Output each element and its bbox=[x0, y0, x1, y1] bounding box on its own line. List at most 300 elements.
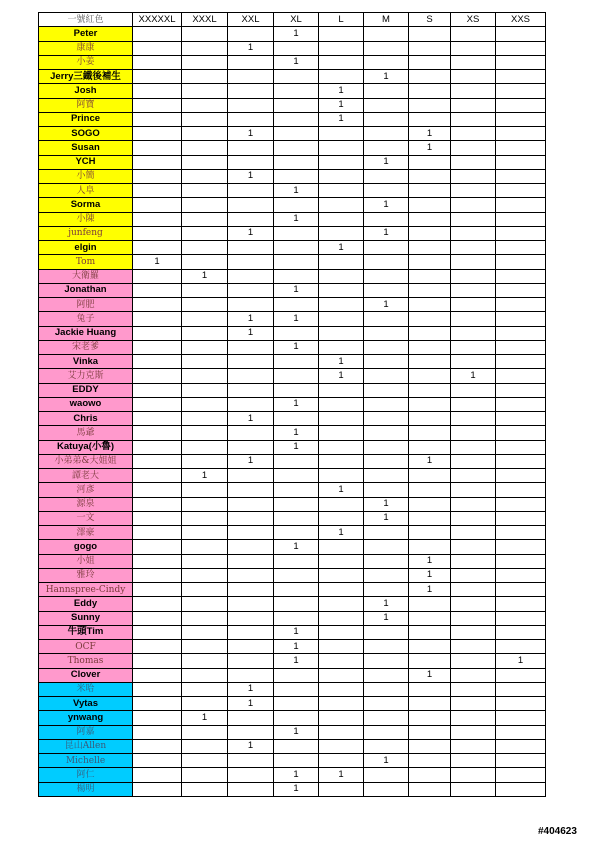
person-name-cell: gogo bbox=[39, 540, 133, 554]
size-count-cell: 1 bbox=[409, 583, 451, 597]
size-count-cell bbox=[496, 184, 546, 198]
size-count-cell bbox=[319, 583, 364, 597]
size-count-cell bbox=[451, 739, 496, 753]
size-count-cell bbox=[451, 554, 496, 568]
size-count-cell: 1 bbox=[274, 782, 319, 796]
table-row bbox=[39, 255, 546, 269]
size-count-cell bbox=[133, 625, 182, 639]
size-count-cell bbox=[451, 312, 496, 326]
size-count-cell bbox=[319, 383, 364, 397]
table-row bbox=[39, 526, 546, 540]
size-count-cell bbox=[496, 668, 546, 682]
size-count-cell bbox=[228, 611, 274, 625]
size-count-cell bbox=[182, 497, 228, 511]
person-name-cell: Sorma bbox=[39, 198, 133, 212]
size-count-cell bbox=[228, 597, 274, 611]
size-count-cell bbox=[133, 41, 182, 55]
size-count-cell bbox=[133, 611, 182, 625]
size-count-cell bbox=[182, 383, 228, 397]
size-count-cell: 1 bbox=[409, 568, 451, 582]
size-count-cell bbox=[319, 668, 364, 682]
size-count-cell bbox=[364, 241, 409, 255]
size-count-cell bbox=[133, 426, 182, 440]
size-count-cell bbox=[451, 226, 496, 240]
size-count-cell bbox=[496, 226, 546, 240]
size-header-xxs: XXS bbox=[496, 13, 546, 27]
size-count-cell bbox=[133, 668, 182, 682]
size-count-cell bbox=[133, 739, 182, 753]
size-count-cell bbox=[319, 397, 364, 411]
table-row bbox=[39, 312, 546, 326]
size-count-cell bbox=[133, 70, 182, 84]
size-count-cell bbox=[496, 540, 546, 554]
size-count-cell bbox=[274, 412, 319, 426]
size-count-cell: 1 bbox=[409, 141, 451, 155]
size-count-cell bbox=[182, 369, 228, 383]
name-column-header: 一號紅色 bbox=[39, 13, 133, 27]
size-count-cell bbox=[364, 469, 409, 483]
size-count-cell bbox=[228, 725, 274, 739]
size-count-cell bbox=[274, 483, 319, 497]
size-count-cell bbox=[274, 454, 319, 468]
size-count-cell bbox=[451, 611, 496, 625]
person-name-cell: waowo bbox=[39, 397, 133, 411]
size-count-cell bbox=[409, 497, 451, 511]
size-count-cell bbox=[228, 84, 274, 98]
size-count-cell bbox=[274, 41, 319, 55]
size-count-cell bbox=[451, 469, 496, 483]
size-count-cell bbox=[496, 483, 546, 497]
size-count-cell bbox=[133, 454, 182, 468]
size-count-cell bbox=[319, 426, 364, 440]
table-row bbox=[39, 625, 546, 639]
size-count-cell bbox=[319, 312, 364, 326]
size-count-cell bbox=[182, 426, 228, 440]
size-count-cell bbox=[319, 654, 364, 668]
size-count-cell bbox=[182, 27, 228, 41]
size-count-cell bbox=[228, 55, 274, 69]
size-count-cell bbox=[364, 283, 409, 297]
size-count-cell: 1 bbox=[274, 340, 319, 354]
size-count-cell bbox=[274, 668, 319, 682]
table-row bbox=[39, 355, 546, 369]
size-count-cell: 1 bbox=[274, 654, 319, 668]
table-row bbox=[39, 340, 546, 354]
size-count-cell bbox=[274, 754, 319, 768]
size-count-cell bbox=[319, 127, 364, 141]
size-count-cell bbox=[228, 241, 274, 255]
table-row bbox=[39, 127, 546, 141]
size-count-cell bbox=[364, 397, 409, 411]
size-count-cell bbox=[133, 682, 182, 696]
person-name-cell: Katuya(小魯) bbox=[39, 440, 133, 454]
person-name-cell: 澤豪 bbox=[39, 526, 133, 540]
size-count-cell bbox=[496, 711, 546, 725]
size-count-cell bbox=[319, 697, 364, 711]
person-name-cell: Vytas bbox=[39, 697, 133, 711]
person-name-cell: 阿仁 bbox=[39, 768, 133, 782]
size-count-cell bbox=[182, 212, 228, 226]
size-count-cell bbox=[364, 526, 409, 540]
size-count-cell bbox=[409, 41, 451, 55]
size-count-cell bbox=[496, 640, 546, 654]
table-row bbox=[39, 725, 546, 739]
person-name-cell: 小簡 bbox=[39, 169, 133, 183]
size-count-cell bbox=[451, 84, 496, 98]
size-count-cell bbox=[182, 540, 228, 554]
size-count-cell bbox=[409, 469, 451, 483]
person-name-cell: Hannspree-Cindy bbox=[39, 583, 133, 597]
size-count-cell bbox=[409, 198, 451, 212]
person-name-cell: 康康 bbox=[39, 41, 133, 55]
size-count-cell bbox=[182, 312, 228, 326]
size-count-cell bbox=[182, 697, 228, 711]
size-count-cell: 1 bbox=[228, 697, 274, 711]
size-count-cell bbox=[182, 611, 228, 625]
size-count-cell bbox=[364, 255, 409, 269]
table-row bbox=[39, 568, 546, 582]
size-count-cell bbox=[182, 241, 228, 255]
size-count-cell: 1 bbox=[319, 355, 364, 369]
size-count-cell bbox=[409, 70, 451, 84]
table-row bbox=[39, 184, 546, 198]
size-count-cell bbox=[274, 554, 319, 568]
size-count-cell bbox=[496, 340, 546, 354]
size-count-cell bbox=[319, 568, 364, 582]
size-count-cell bbox=[496, 255, 546, 269]
size-count-cell bbox=[451, 141, 496, 155]
size-count-cell bbox=[319, 782, 364, 796]
size-count-cell: 1 bbox=[274, 725, 319, 739]
person-name-cell: Jonathan bbox=[39, 283, 133, 297]
size-count-cell bbox=[182, 41, 228, 55]
size-count-cell bbox=[364, 554, 409, 568]
size-count-cell bbox=[228, 768, 274, 782]
size-count-cell bbox=[182, 654, 228, 668]
size-count-cell bbox=[182, 725, 228, 739]
header-row bbox=[39, 13, 546, 27]
person-name-cell: Tom bbox=[39, 255, 133, 269]
size-count-cell bbox=[319, 55, 364, 69]
size-count-cell bbox=[409, 312, 451, 326]
size-count-cell bbox=[319, 625, 364, 639]
size-count-cell bbox=[364, 697, 409, 711]
size-count-cell bbox=[496, 70, 546, 84]
size-count-cell bbox=[228, 155, 274, 169]
size-count-cell bbox=[451, 625, 496, 639]
size-count-cell bbox=[451, 198, 496, 212]
size-count-cell bbox=[274, 326, 319, 340]
size-count-cell bbox=[496, 355, 546, 369]
size-count-cell bbox=[364, 269, 409, 283]
size-count-cell: 1 bbox=[228, 41, 274, 55]
size-count-cell bbox=[133, 640, 182, 654]
size-count-cell bbox=[451, 668, 496, 682]
table-row bbox=[39, 155, 546, 169]
size-header-xxl: XXL bbox=[228, 13, 274, 27]
size-header-xxxxxl: XXXXXL bbox=[133, 13, 182, 27]
size-count-cell bbox=[182, 682, 228, 696]
size-count-cell bbox=[451, 568, 496, 582]
size-count-cell bbox=[274, 469, 319, 483]
size-count-cell bbox=[133, 440, 182, 454]
size-count-cell bbox=[409, 55, 451, 69]
size-count-cell bbox=[274, 141, 319, 155]
person-name-cell: OCF bbox=[39, 640, 133, 654]
size-count-cell bbox=[182, 668, 228, 682]
size-count-cell bbox=[133, 697, 182, 711]
size-count-cell: 1 bbox=[451, 369, 496, 383]
person-name-cell: Susan bbox=[39, 141, 133, 155]
person-name-cell: 艾力克斯 bbox=[39, 369, 133, 383]
size-count-cell bbox=[133, 55, 182, 69]
table-row bbox=[39, 241, 546, 255]
size-count-cell: 1 bbox=[228, 169, 274, 183]
size-count-cell bbox=[364, 355, 409, 369]
size-count-cell bbox=[451, 711, 496, 725]
size-count-cell: 1 bbox=[364, 155, 409, 169]
size-count-cell bbox=[364, 27, 409, 41]
size-count-cell bbox=[274, 526, 319, 540]
size-count-cell bbox=[133, 283, 182, 297]
person-name-cell: 牛頭Tim bbox=[39, 625, 133, 639]
size-count-cell bbox=[496, 298, 546, 312]
size-count-cell: 1 bbox=[182, 711, 228, 725]
size-count-cell bbox=[319, 497, 364, 511]
size-count-cell bbox=[451, 326, 496, 340]
size-count-cell bbox=[182, 340, 228, 354]
size-count-cell bbox=[364, 640, 409, 654]
size-count-cell bbox=[451, 654, 496, 668]
size-count-cell: 1 bbox=[228, 127, 274, 141]
table-row bbox=[39, 112, 546, 126]
table-row bbox=[39, 412, 546, 426]
table-row bbox=[39, 298, 546, 312]
size-count-cell bbox=[496, 440, 546, 454]
table-row bbox=[39, 654, 546, 668]
person-name-cell: 阿寶 bbox=[39, 98, 133, 112]
person-name-cell: Michelle bbox=[39, 754, 133, 768]
size-count-cell: 1 bbox=[409, 127, 451, 141]
size-count-cell bbox=[451, 440, 496, 454]
size-count-cell bbox=[228, 283, 274, 297]
size-count-cell bbox=[274, 84, 319, 98]
table-row bbox=[39, 497, 546, 511]
person-name-cell: Sunny bbox=[39, 611, 133, 625]
size-count-cell bbox=[496, 625, 546, 639]
size-count-cell bbox=[409, 212, 451, 226]
size-count-cell bbox=[451, 212, 496, 226]
size-count-cell bbox=[228, 483, 274, 497]
size-count-cell: 1 bbox=[274, 440, 319, 454]
size-count-cell bbox=[274, 511, 319, 525]
size-count-cell bbox=[319, 269, 364, 283]
size-count-cell bbox=[319, 611, 364, 625]
size-count-cell bbox=[409, 511, 451, 525]
person-name-cell: 河彥 bbox=[39, 483, 133, 497]
size-count-cell: 1 bbox=[228, 739, 274, 753]
person-name-cell: Jerry三鐵後補生 bbox=[39, 70, 133, 84]
person-name-cell: Clover bbox=[39, 668, 133, 682]
size-count-cell bbox=[133, 298, 182, 312]
size-count-cell bbox=[228, 397, 274, 411]
size-count-cell bbox=[182, 568, 228, 582]
person-name-cell: 小弟弟&大姐姐 bbox=[39, 454, 133, 468]
size-count-cell bbox=[182, 640, 228, 654]
size-count-cell bbox=[319, 226, 364, 240]
size-header-xxxl: XXXL bbox=[182, 13, 228, 27]
size-count-cell bbox=[133, 397, 182, 411]
size-count-cell: 1 bbox=[409, 554, 451, 568]
size-count-cell bbox=[496, 412, 546, 426]
size-count-cell bbox=[182, 739, 228, 753]
size-count-cell bbox=[451, 397, 496, 411]
size-count-cell bbox=[364, 668, 409, 682]
size-count-cell bbox=[274, 355, 319, 369]
size-count-cell: 1 bbox=[319, 483, 364, 497]
size-count-cell bbox=[409, 611, 451, 625]
size-count-cell bbox=[274, 241, 319, 255]
size-count-cell bbox=[182, 98, 228, 112]
size-count-cell bbox=[496, 155, 546, 169]
size-count-cell bbox=[364, 540, 409, 554]
size-count-cell bbox=[182, 141, 228, 155]
size-count-cell bbox=[451, 583, 496, 597]
size-count-cell bbox=[496, 283, 546, 297]
size-count-cell bbox=[409, 768, 451, 782]
table-row bbox=[39, 511, 546, 525]
size-count-cell bbox=[133, 340, 182, 354]
table-row bbox=[39, 84, 546, 98]
size-count-cell bbox=[451, 640, 496, 654]
size-header-l: L bbox=[319, 13, 364, 27]
size-count-cell bbox=[228, 112, 274, 126]
size-count-cell bbox=[228, 469, 274, 483]
size-count-cell bbox=[496, 768, 546, 782]
size-count-cell bbox=[228, 625, 274, 639]
size-count-cell bbox=[133, 568, 182, 582]
size-count-cell bbox=[496, 241, 546, 255]
size-count-cell bbox=[364, 55, 409, 69]
table-row bbox=[39, 397, 546, 411]
size-count-cell bbox=[182, 625, 228, 639]
size-count-cell bbox=[133, 497, 182, 511]
size-count-cell bbox=[228, 782, 274, 796]
size-count-cell bbox=[364, 184, 409, 198]
person-name-cell: 人阜 bbox=[39, 184, 133, 198]
size-count-cell bbox=[364, 625, 409, 639]
size-count-cell bbox=[364, 739, 409, 753]
size-count-cell bbox=[319, 212, 364, 226]
size-count-cell bbox=[133, 383, 182, 397]
person-name-cell: Vinka bbox=[39, 355, 133, 369]
size-count-cell bbox=[133, 198, 182, 212]
person-name-cell: Josh bbox=[39, 84, 133, 98]
size-count-cell bbox=[364, 483, 409, 497]
size-count-cell bbox=[409, 298, 451, 312]
size-count-cell bbox=[182, 70, 228, 84]
size-count-cell bbox=[496, 198, 546, 212]
size-count-cell bbox=[451, 112, 496, 126]
size-count-cell bbox=[133, 112, 182, 126]
size-count-cell bbox=[228, 212, 274, 226]
size-count-cell: 1 bbox=[319, 369, 364, 383]
size-count-cell: 1 bbox=[364, 198, 409, 212]
size-count-cell bbox=[274, 169, 319, 183]
size-count-cell bbox=[228, 497, 274, 511]
size-count-cell bbox=[228, 198, 274, 212]
size-count-cell bbox=[319, 711, 364, 725]
size-count-cell bbox=[451, 725, 496, 739]
size-count-cell bbox=[228, 668, 274, 682]
person-name-cell: Jackie Huang bbox=[39, 326, 133, 340]
size-count-cell bbox=[274, 497, 319, 511]
size-count-cell bbox=[496, 469, 546, 483]
table-row bbox=[39, 611, 546, 625]
person-name-cell: elgin bbox=[39, 241, 133, 255]
size-count-cell bbox=[409, 625, 451, 639]
size-count-cell bbox=[451, 768, 496, 782]
size-count-cell bbox=[274, 583, 319, 597]
size-count-cell bbox=[451, 127, 496, 141]
size-count-cell: 1 bbox=[228, 454, 274, 468]
size-count-cell bbox=[319, 754, 364, 768]
size-count-cell bbox=[364, 84, 409, 98]
size-count-cell bbox=[228, 526, 274, 540]
size-count-cell: 1 bbox=[319, 768, 364, 782]
size-count-cell bbox=[182, 483, 228, 497]
size-count-cell: 1 bbox=[274, 55, 319, 69]
person-name-cell: Eddy bbox=[39, 597, 133, 611]
size-count-cell bbox=[451, 540, 496, 554]
size-count-cell bbox=[133, 554, 182, 568]
size-count-cell bbox=[364, 312, 409, 326]
size-count-cell bbox=[496, 55, 546, 69]
size-count-cell bbox=[451, 454, 496, 468]
size-count-cell bbox=[496, 369, 546, 383]
person-name-cell: Peter bbox=[39, 27, 133, 41]
size-count-cell bbox=[228, 184, 274, 198]
size-header-xl: XL bbox=[274, 13, 319, 27]
size-count-cell bbox=[274, 198, 319, 212]
size-count-cell bbox=[228, 554, 274, 568]
size-count-cell bbox=[133, 483, 182, 497]
size-count-cell bbox=[451, 241, 496, 255]
size-count-cell bbox=[133, 369, 182, 383]
size-count-cell bbox=[409, 355, 451, 369]
table-row bbox=[39, 711, 546, 725]
table-row bbox=[39, 41, 546, 55]
size-count-cell bbox=[228, 340, 274, 354]
size-count-cell bbox=[228, 654, 274, 668]
size-count-cell bbox=[496, 511, 546, 525]
size-count-cell bbox=[319, 169, 364, 183]
size-count-cell: 1 bbox=[182, 469, 228, 483]
size-count-cell bbox=[451, 41, 496, 55]
size-count-cell bbox=[409, 739, 451, 753]
table-row bbox=[39, 98, 546, 112]
size-count-cell: 1 bbox=[496, 654, 546, 668]
size-count-cell bbox=[496, 326, 546, 340]
size-count-cell bbox=[409, 169, 451, 183]
size-count-cell bbox=[451, 782, 496, 796]
size-count-cell bbox=[319, 70, 364, 84]
person-name-cell: 大衛羅 bbox=[39, 269, 133, 283]
size-count-cell bbox=[133, 184, 182, 198]
size-count-cell bbox=[228, 141, 274, 155]
size-count-cell bbox=[319, 41, 364, 55]
size-count-cell: 1 bbox=[182, 269, 228, 283]
